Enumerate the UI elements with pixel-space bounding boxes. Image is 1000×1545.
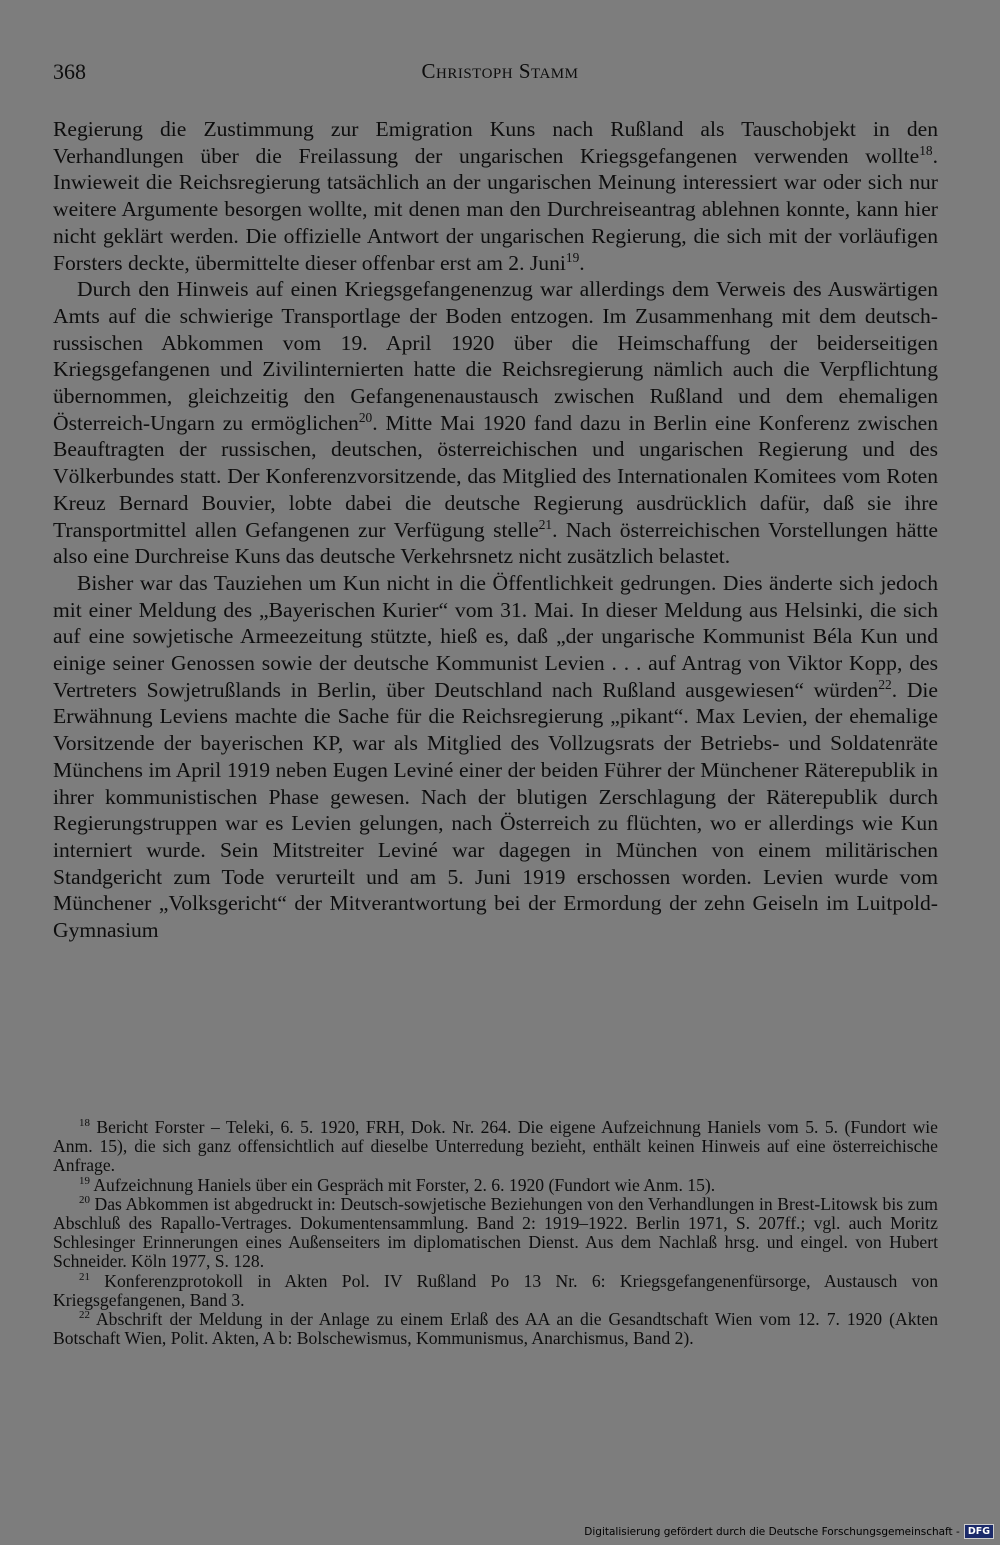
footnote-text: Konferenzprotokoll in Akten Pol. IV Rußland Po 13 Nr. 6: Kriegsgefangenenfürsorge, Austausch von Kriegsgefangenen, Band 3. <box>53 1270 938 1310</box>
running-head: Christoph Stamm <box>421 59 579 83</box>
footnote-text: Das Abkommen ist abgedruckt in: Deutsch-sowjetische Beziehungen von den Verhandlungen in Brest-Litowsk bis zum Abschluß des Rapallo-Vertrages. Dokumentensammlung. Band 2: 1919–1922. Berlin 1971, S. 207ff.; vgl. auch Moritz Schlesinger Erinnerungen eines Außenseiters im diplomatischen Dienst. Aus dem Nachlaß hrsg. und eingel. von Hubert Schneider. Köln 1977, S. 128. <box>53 1193 938 1272</box>
footnote-19 <box>53 1176 938 1195</box>
text-run: . Die Erwähnung Leviens machte die Sache für die Reichsregierung „pikant“. Max Levien, der ehemalige Vorsitzende der bayerischen KP, war als Mitglied des Vollzugsrats der Betriebs- und Soldatenräte Münchens im April 1919 neben Eugen Leviné einer der beiden Führer der Münchener Räterepublik in ihrer kommunistischen Phase gewesen. Nach der blutigen Zerschlagung der Räterepublik durch Regierungstruppen war es Levien gelungen, nach Österreich zu flüchten, wo er allerdings wie Kun interniert wurde. Sein Mitstreiter Leviné war dagegen in München von einem militärischen Standgericht zum Tode verurteilt und am 5. Juni 1919 erschossen worden. Levien wurde vom Münchener „Volksgericht“ der Mitverantwortung bei der Ermordung der zehn Geiseln im Luitpold-Gymnasium <box>53 677 938 943</box>
footnotes <box>53 1118 938 1348</box>
footnote-number: 19 <box>79 1174 90 1187</box>
text-run: . Nach österreichischen Vorstellungen hätte also eine Durchreise Kuns das deutsche Verkehrsnetz nicht zusätzlich belastet. <box>53 517 938 569</box>
dfg-logo: DFG <box>964 1524 994 1539</box>
footnote-20 <box>53 1195 938 1272</box>
text-run: Bisher war das Tauziehen um Kun nicht in die Öffentlichkeit gedrungen. Dies änderte sich jedoch mit einer Meldung des „Bayerischen Kurier“ vom 31. Mai. In dieser Meldung aus Helsinki, die sich auf eine sowjetische Armeezeitung stützte, hieß es, daß „der ungarische Kommunist Béla Kun und einige seiner Genossen sowie der deutsche Kommunist Levien . . . auf Antrag von Viktor Kopp, des Vertreters Sowjetrußlands in Berlin, über Deutschland nach Rußland ausgewiesen“ würden <box>53 570 938 702</box>
credit-text: Digitalisierung gefördert durch die Deutsche Forschungsgemeinschaft - <box>584 1525 960 1538</box>
digitization-credit <box>584 1524 994 1539</box>
footnote-number: 21 <box>79 1270 90 1283</box>
text-run: . Inwieweit die Reichsregierung tatsächlich an der ungarischen Meinung interessiert war oder sich nur weitere Argumente besorgen wollte, mit denen man den Durchreiseantrag ablehnen konnte, kann hier nicht geklärt werden. Die offizielle Antwort der ungarischen Regierung, die sich mit der vorläufigen Forsters deckte, übermittelte dieser offenbar erst am 2. Juni <box>53 143 938 275</box>
footnote-number: 18 <box>79 1117 90 1130</box>
footnote-ref: 20 <box>358 409 373 425</box>
footnote-number: 22 <box>79 1309 90 1322</box>
footnote-ref: 22 <box>878 676 892 692</box>
footnote-21 <box>53 1272 938 1310</box>
footnote-ref: 18 <box>919 142 933 158</box>
text-run: Durch den Hinweis auf einen Kriegsgefangenenzug war allerdings dem Verweis des Auswärtigen Amts auf die schwierige Transportlage der Boden entzogen. Im Zusammenhang mit dem deutsch-russischen Abkommen vom 19. April 1920 über die Heimschaffung der beiderseitigen Kriegsgefangenen und Zivilinternierten hatte die Reichsregierung nämlich auch die Verpflichtung übernommen, gleichzeitig den Gefangenenaustausch zwischen Rußland und dem ehemaligen Österreich-Ungarn zu ermöglichen <box>53 277 938 435</box>
page-number: 368 <box>53 59 86 84</box>
footnote-number: 20 <box>79 1193 90 1206</box>
footnote-text: Aufzeichnung Haniels über ein Gespräch mit Forster, 2. 6. 1920 (Fundort wie Anm. 15). <box>89 1174 716 1195</box>
footnote-22 <box>53 1310 938 1348</box>
body-text <box>53 116 938 944</box>
paragraph-1 <box>53 116 938 276</box>
text-run: Regierung die Zustimmung zur Emigration Kuns nach Rußland als Tauschobjekt in den Verhandlungen über die Freilassung der ungarischen Kriegsgefangenen verwenden wollte <box>53 117 938 168</box>
text-run: . Mitte Mai 1920 fand dazu in Berlin eine Konferenz zwischen Beauftragten der russischen, deutschen, österreichischen und ungarischen Regierung und des Völkerbundes statt. Der Konferenzvorsitzende, das Mitglied des Internationalen Komitees vom Roten Kreuz Bernard Bouvier, lobte dabei die deutsche Regierung ausdrücklich dafür, daß sie ihre Transportmittel allen Gefangenen zur Verfügung stelle <box>53 410 939 542</box>
text-run: . <box>579 250 585 275</box>
footnote-ref: 21 <box>538 516 553 532</box>
footnote-text: Bericht Forster – Teleki, 6. 5. 1920, FRH, Dok. Nr. 264. Die eigene Aufzeichnung Haniels vom 5. 5. (Fundort wie Anm. 15), die sich ganz offensichtlich auf dieselbe Unterredung bezieht, enthält keinen Hinweis auf eine österreichische Anfrage. <box>53 1117 938 1176</box>
footnote-text: Abschrift der Meldung in der Anlage zu einem Erlaß des AA an die Gesandtschaft Wien vom 12. 7. 1920 (Akten Botschaft Wien, Polit. Akten, A b: Bolschewismus, Kommunismus, Anarchismus, Band 2). <box>53 1309 938 1349</box>
footnote-ref: 19 <box>565 249 580 265</box>
footnote-18 <box>53 1118 938 1176</box>
paragraph-3 <box>53 570 938 944</box>
paragraph-2 <box>53 276 938 570</box>
